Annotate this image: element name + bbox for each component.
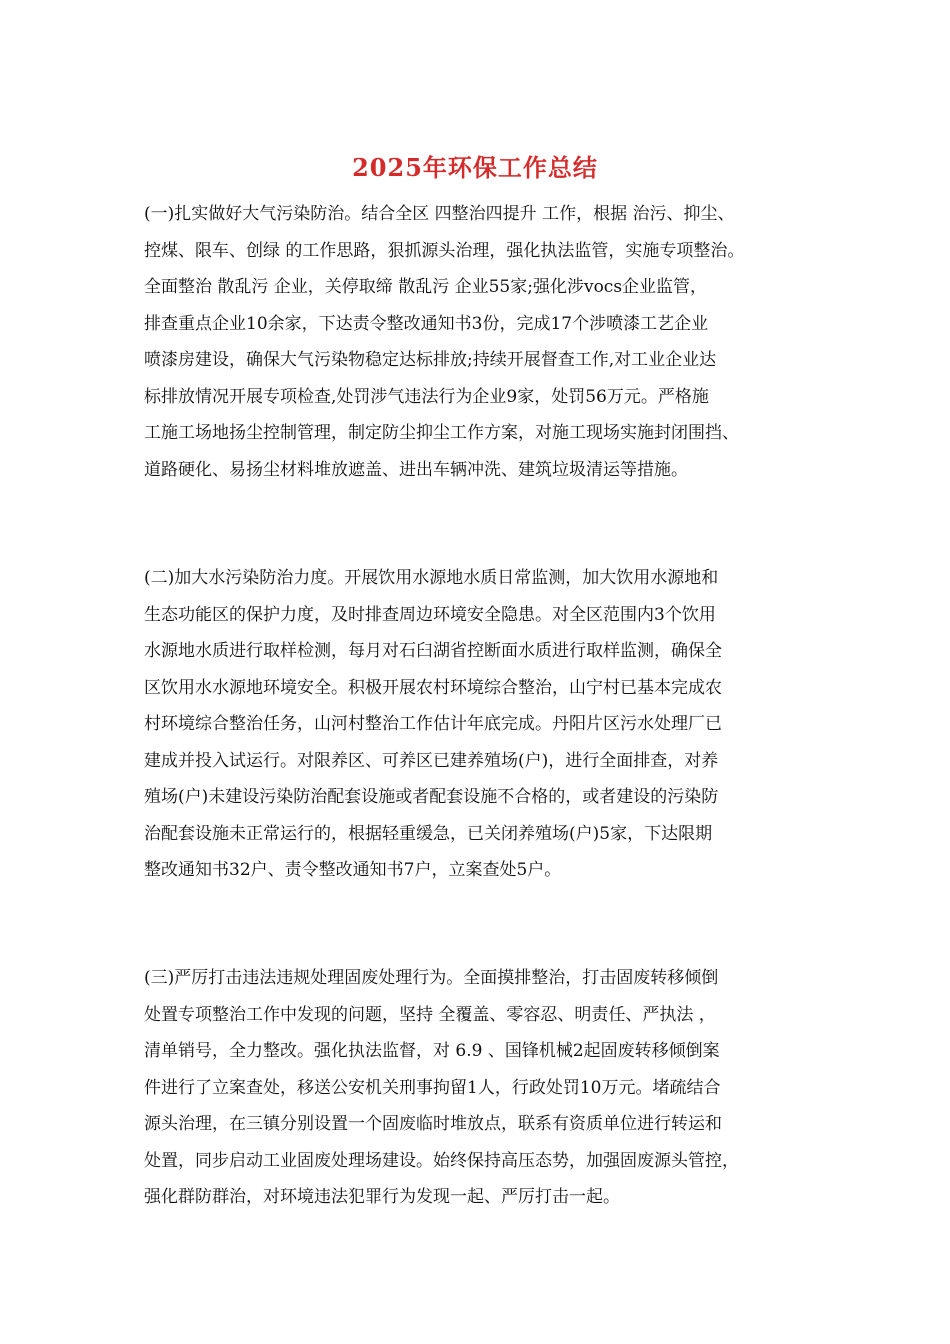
- paragraph-line: 整改通知书32户、责令整改通知书7户，立案查处5户。: [144, 860, 562, 880]
- paragraph-line: 道路硬化、易扬尘材料堆放遮盖、进出车辆冲洗、建筑垃圾清运等措施。: [144, 459, 688, 480]
- paragraph-line: 区饮用水水源地环境安全。积极开展农村环境综合整治，山宁村已基本完成农: [144, 677, 722, 698]
- paragraph-line: 建成并投入试运行。对限养区、可养区已建养殖场(户)，进行全面排查，对养: [144, 750, 719, 771]
- paragraph-line: 源头治理，在三镇分别设置一个固废临时堆放点，联系有资质单位进行转运和: [144, 1114, 722, 1134]
- paragraph-line: 处置专项整治工作中发现的问题，坚持 全覆盖、零容忍、明责任、严执法 ，: [144, 1004, 716, 1025]
- paragraph-line: 件进行了立案查处，移送公安机关刑事拘留1人，行政处罚10万元。堵疏结合: [144, 1077, 721, 1098]
- paragraph-line: 处置，同步启动工业固废处理场建设。始终保持高压态势，加强固废源头管控，: [144, 1150, 739, 1171]
- paragraph-line: 强化群防群治，对环境违法犯罪行为发现一起、严厉打击一起。: [144, 1187, 620, 1207]
- paragraph-line: 清单销号，全力整改。强化执法监督，对 6.9 、国锋机械2起固废转移倾倒案: [144, 1041, 720, 1061]
- paragraph-line: 标排放情况开展专项检查,处罚涉气违法行为企业9家，处罚56万元。严格施: [144, 386, 709, 407]
- paragraph-line: (一)扎实做好大气污染防治。结合全区 四整治四提升 工作，根据 治污、抑尘、: [144, 204, 735, 224]
- paragraph-line: 生态功能区的保护力度，及时排查周边环境安全隐患。对全区范围内3个饮用: [144, 604, 716, 625]
- section-solid-waste: [144, 960, 824, 1216]
- paragraph-line: 喷漆房建设，确保大气污染物稳定达标排放;持续开展督查工作,对工业企业达: [144, 350, 717, 370]
- document-title: 2025年环保工作总结: [352, 153, 598, 182]
- paragraph-line: (三)严厉打击违法违规处理固废处理行为。全面摸排整治，打击固废转移倾倒: [144, 968, 719, 988]
- paragraph-line: 排查重点企业10余家，下达责令整改通知书3份，完成17个涉喷漆工艺企业: [144, 313, 709, 334]
- section-water-pollution: [144, 560, 824, 889]
- paragraph-line: (二)加大水污染防治力度。开展饮用水源地水质日常监测，加大饮用水源地和: [144, 568, 719, 588]
- paragraph-line: 治配套设施未正常运行的，根据轻重缓急，已关闭养殖场(户)5家，下达限期: [144, 823, 713, 844]
- paragraph-line: 工施工场地扬尘控制管理，制定防尘抑尘工作方案，对施工现场实施封闭围挡、: [144, 423, 739, 443]
- paragraph-line: 殖场(户)未建设污染防治配套设施或者配套设施不合格的，或者建设的污染防: [144, 787, 719, 807]
- paragraph-line: 控煤、限车、创绿 的工作思路，狠抓源头治理，强化执法监管，实施专项整治。: [144, 240, 745, 261]
- paragraph-line: 村环境综合整治任务，山河村整治工作估计年底完成。丹阳片区污水处理厂已: [144, 714, 722, 734]
- paragraph-line: 水源地水质进行取样检测，每月对石臼湖省控断面水质进行取样监测，确保全: [144, 641, 722, 661]
- section-air-pollution: [144, 196, 824, 488]
- paragraph-line: 全面整治 散乱污 企业，关停取缔 散乱污 企业55家;强化涉vocs企业监管，: [144, 277, 708, 297]
